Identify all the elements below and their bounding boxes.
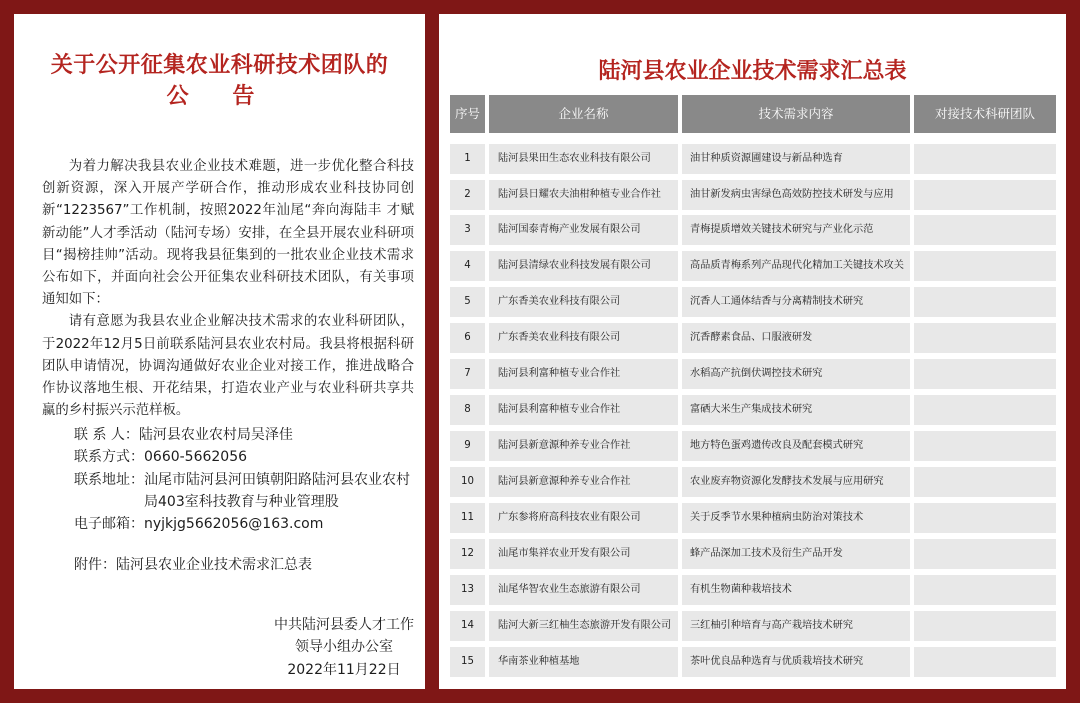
row-demand: 油甘种质资源圃建设与新品种选育 — [682, 144, 910, 174]
row-company: 陆河县新意源种养专业合作社 — [489, 431, 678, 461]
table-row — [450, 215, 1056, 245]
row-company: 陆河县清绿农业科技发展有限公司 — [489, 251, 678, 281]
row-index: 6 — [450, 323, 485, 353]
row-demand: 富硒大米生产集成技术研究 — [682, 395, 910, 425]
row-demand: 关于反季节水果种植病虫防治对策技术 — [682, 503, 910, 533]
row-index: 3 — [450, 215, 485, 245]
row-team — [914, 144, 1056, 174]
row-demand: 地方特色蛋鸡遗传改良及配套模式研究 — [682, 431, 910, 461]
table-row — [450, 467, 1056, 497]
row-team — [914, 251, 1056, 281]
row-team — [914, 467, 1056, 497]
header-index: 序号 — [450, 95, 485, 133]
contact-person-line — [74, 424, 419, 446]
row-company: 华南茶业种植基地 — [489, 647, 678, 677]
table-row — [450, 323, 1056, 353]
table-row — [450, 359, 1056, 389]
row-demand: 沉香人工通体结香与分离精制技术研究 — [682, 287, 910, 317]
row-demand: 沉香酵素食品、口服液研发 — [682, 323, 910, 353]
notice-title-line1: 关于公开征集农业科研技术团队的 — [50, 53, 389, 78]
row-index: 8 — [450, 395, 485, 425]
row-company: 汕尾华智农业生态旅游有限公司 — [489, 575, 678, 605]
contact-phone-line — [74, 446, 419, 468]
notice-title-line2: 公 告 — [166, 84, 273, 109]
table-row — [450, 611, 1056, 641]
row-company: 陆河县新意源种养专业合作社 — [489, 467, 678, 497]
email-line — [74, 513, 419, 535]
row-index: 7 — [450, 359, 485, 389]
row-index: 4 — [450, 251, 485, 281]
header-team: 对接技术科研团队 — [914, 95, 1056, 133]
row-demand: 油甘新发病虫害绿色高效防控技术研发与应用 — [682, 180, 910, 210]
row-team — [914, 647, 1056, 677]
table-row — [450, 180, 1056, 210]
attachment-line — [74, 554, 419, 576]
notice-body — [42, 156, 414, 422]
notice-paragraph-1: 为着力解决我县农业企业技术难题，进一步优化整合科技创新资源，深入开展产学研合作，推动形成农业科技协同创新“1223567”工作机制，按照2022年汕尾“奔向海陆丰 才赋新动能”人才季活动（陆河专场）安排，在全县开展农业科研项目“揭榜挂帅”活动。现将我县征集到的一批农业企业技术需求公布如下，并面向社会公开征集农业科研技术团队，有关事项通知如下： — [42, 159, 414, 308]
contact-phone-label: 联系方式： — [74, 449, 144, 465]
header-demand: 技术需求内容 — [682, 95, 910, 133]
row-demand: 茶叶优良品种选育与优质栽培技术研究 — [682, 647, 910, 677]
table-row — [450, 503, 1056, 533]
row-team — [914, 611, 1056, 641]
contact-address-label: 联系地址： — [74, 472, 144, 488]
table-header-row — [450, 95, 1056, 125]
attachment-text: 附件：陆河县农业企业技术需求汇总表 — [74, 557, 312, 573]
row-team — [914, 431, 1056, 461]
row-index: 14 — [450, 611, 485, 641]
row-company: 陆河大新三红柚生态旅游开发有限公司 — [489, 611, 678, 641]
email-value: nyjkjg5662056@163.com — [144, 516, 324, 532]
table-row — [450, 539, 1056, 569]
row-company: 陆河国泰青梅产业发展有限公司 — [489, 215, 678, 245]
row-team — [914, 503, 1056, 533]
row-company: 汕尾市集祥农业开发有限公司 — [489, 539, 678, 569]
table-row — [450, 575, 1056, 605]
notice-paragraph-2: 请有意愿为我县农业企业解决技术需求的农业科研团队，于2022年12月5日前联系陆河县农业农村局。我县将根据科研团队申请情况，协调沟通做好农业企业对接工作，推进战略合作协议落地生根、开花结果，打造农业产业与农业科研共享共赢的乡村振兴示范样板。 — [42, 314, 414, 419]
row-company: 广东香美农业科技有限公司 — [489, 287, 678, 317]
row-index: 13 — [450, 575, 485, 605]
row-team — [914, 215, 1056, 245]
row-team — [914, 287, 1056, 317]
row-index: 5 — [450, 287, 485, 317]
row-index: 9 — [450, 431, 485, 461]
row-company: 广东参将府高科技农业有限公司 — [489, 503, 678, 533]
row-team — [914, 539, 1056, 569]
contact-address-line — [74, 469, 419, 513]
signature-line1: 中共陆河县委人才工作 — [274, 617, 414, 633]
table-row — [450, 144, 1056, 174]
row-index: 10 — [450, 467, 485, 497]
table-title: 陆河县农业企业技术需求汇总表 — [598, 59, 907, 84]
row-company: 陆河县利富种植专业合作社 — [489, 359, 678, 389]
signature-date: 2022年11月22日 — [287, 662, 401, 678]
email-label: 电子邮箱： — [74, 516, 144, 532]
row-team — [914, 575, 1056, 605]
row-team — [914, 323, 1056, 353]
table-row — [450, 431, 1056, 461]
header-company: 企业名称 — [489, 95, 678, 133]
row-demand: 水稻高产抗倒伏调控技术研究 — [682, 359, 910, 389]
contact-phone-value: 0660-5662056 — [144, 449, 248, 465]
row-team — [914, 395, 1056, 425]
row-index: 11 — [450, 503, 485, 533]
row-company: 陆河县日耀农夫油柑种植专业合作社 — [489, 180, 678, 210]
table-row — [450, 395, 1056, 425]
table-row — [450, 287, 1056, 317]
row-company: 陆河县果田生态农业科技有限公司 — [489, 144, 678, 174]
row-company: 广东香美农业科技有限公司 — [489, 323, 678, 353]
row-demand: 有机生物菌种栽培技术 — [682, 575, 910, 605]
row-demand: 高品质青梅系列产品现代化精加工关键技术攻关 — [682, 251, 910, 281]
signature-line2: 领导小组办公室 — [295, 639, 393, 655]
row-demand: 农业废弃物资源化发酵技术发展与应用研究 — [682, 467, 910, 497]
row-demand: 三红柚引种培育与高产栽培技术研究 — [682, 611, 910, 641]
notice-panel — [14, 14, 425, 689]
contact-person-label: 联 系 人： — [74, 427, 139, 443]
row-demand: 蜂产品深加工技术及衍生产品开发 — [682, 539, 910, 569]
row-demand: 青梅提质增效关键技术研究与产业化示范 — [682, 215, 910, 245]
contact-address-value: 汕尾市陆河县河田镇朝阳路陆河县农业农村局403室科技教育与种业管理股 — [144, 472, 410, 510]
table-panel — [439, 14, 1066, 689]
table-row — [450, 647, 1056, 677]
table-row — [450, 251, 1056, 281]
row-team — [914, 180, 1056, 210]
row-index: 15 — [450, 647, 485, 677]
row-team — [914, 359, 1056, 389]
row-index: 2 — [450, 180, 485, 210]
row-index: 12 — [450, 539, 485, 569]
row-company: 陆河县利富种植专业合作社 — [489, 395, 678, 425]
contact-person-value: 陆河县农业农村局吴泽佳 — [138, 427, 293, 443]
row-index: 1 — [450, 144, 485, 174]
